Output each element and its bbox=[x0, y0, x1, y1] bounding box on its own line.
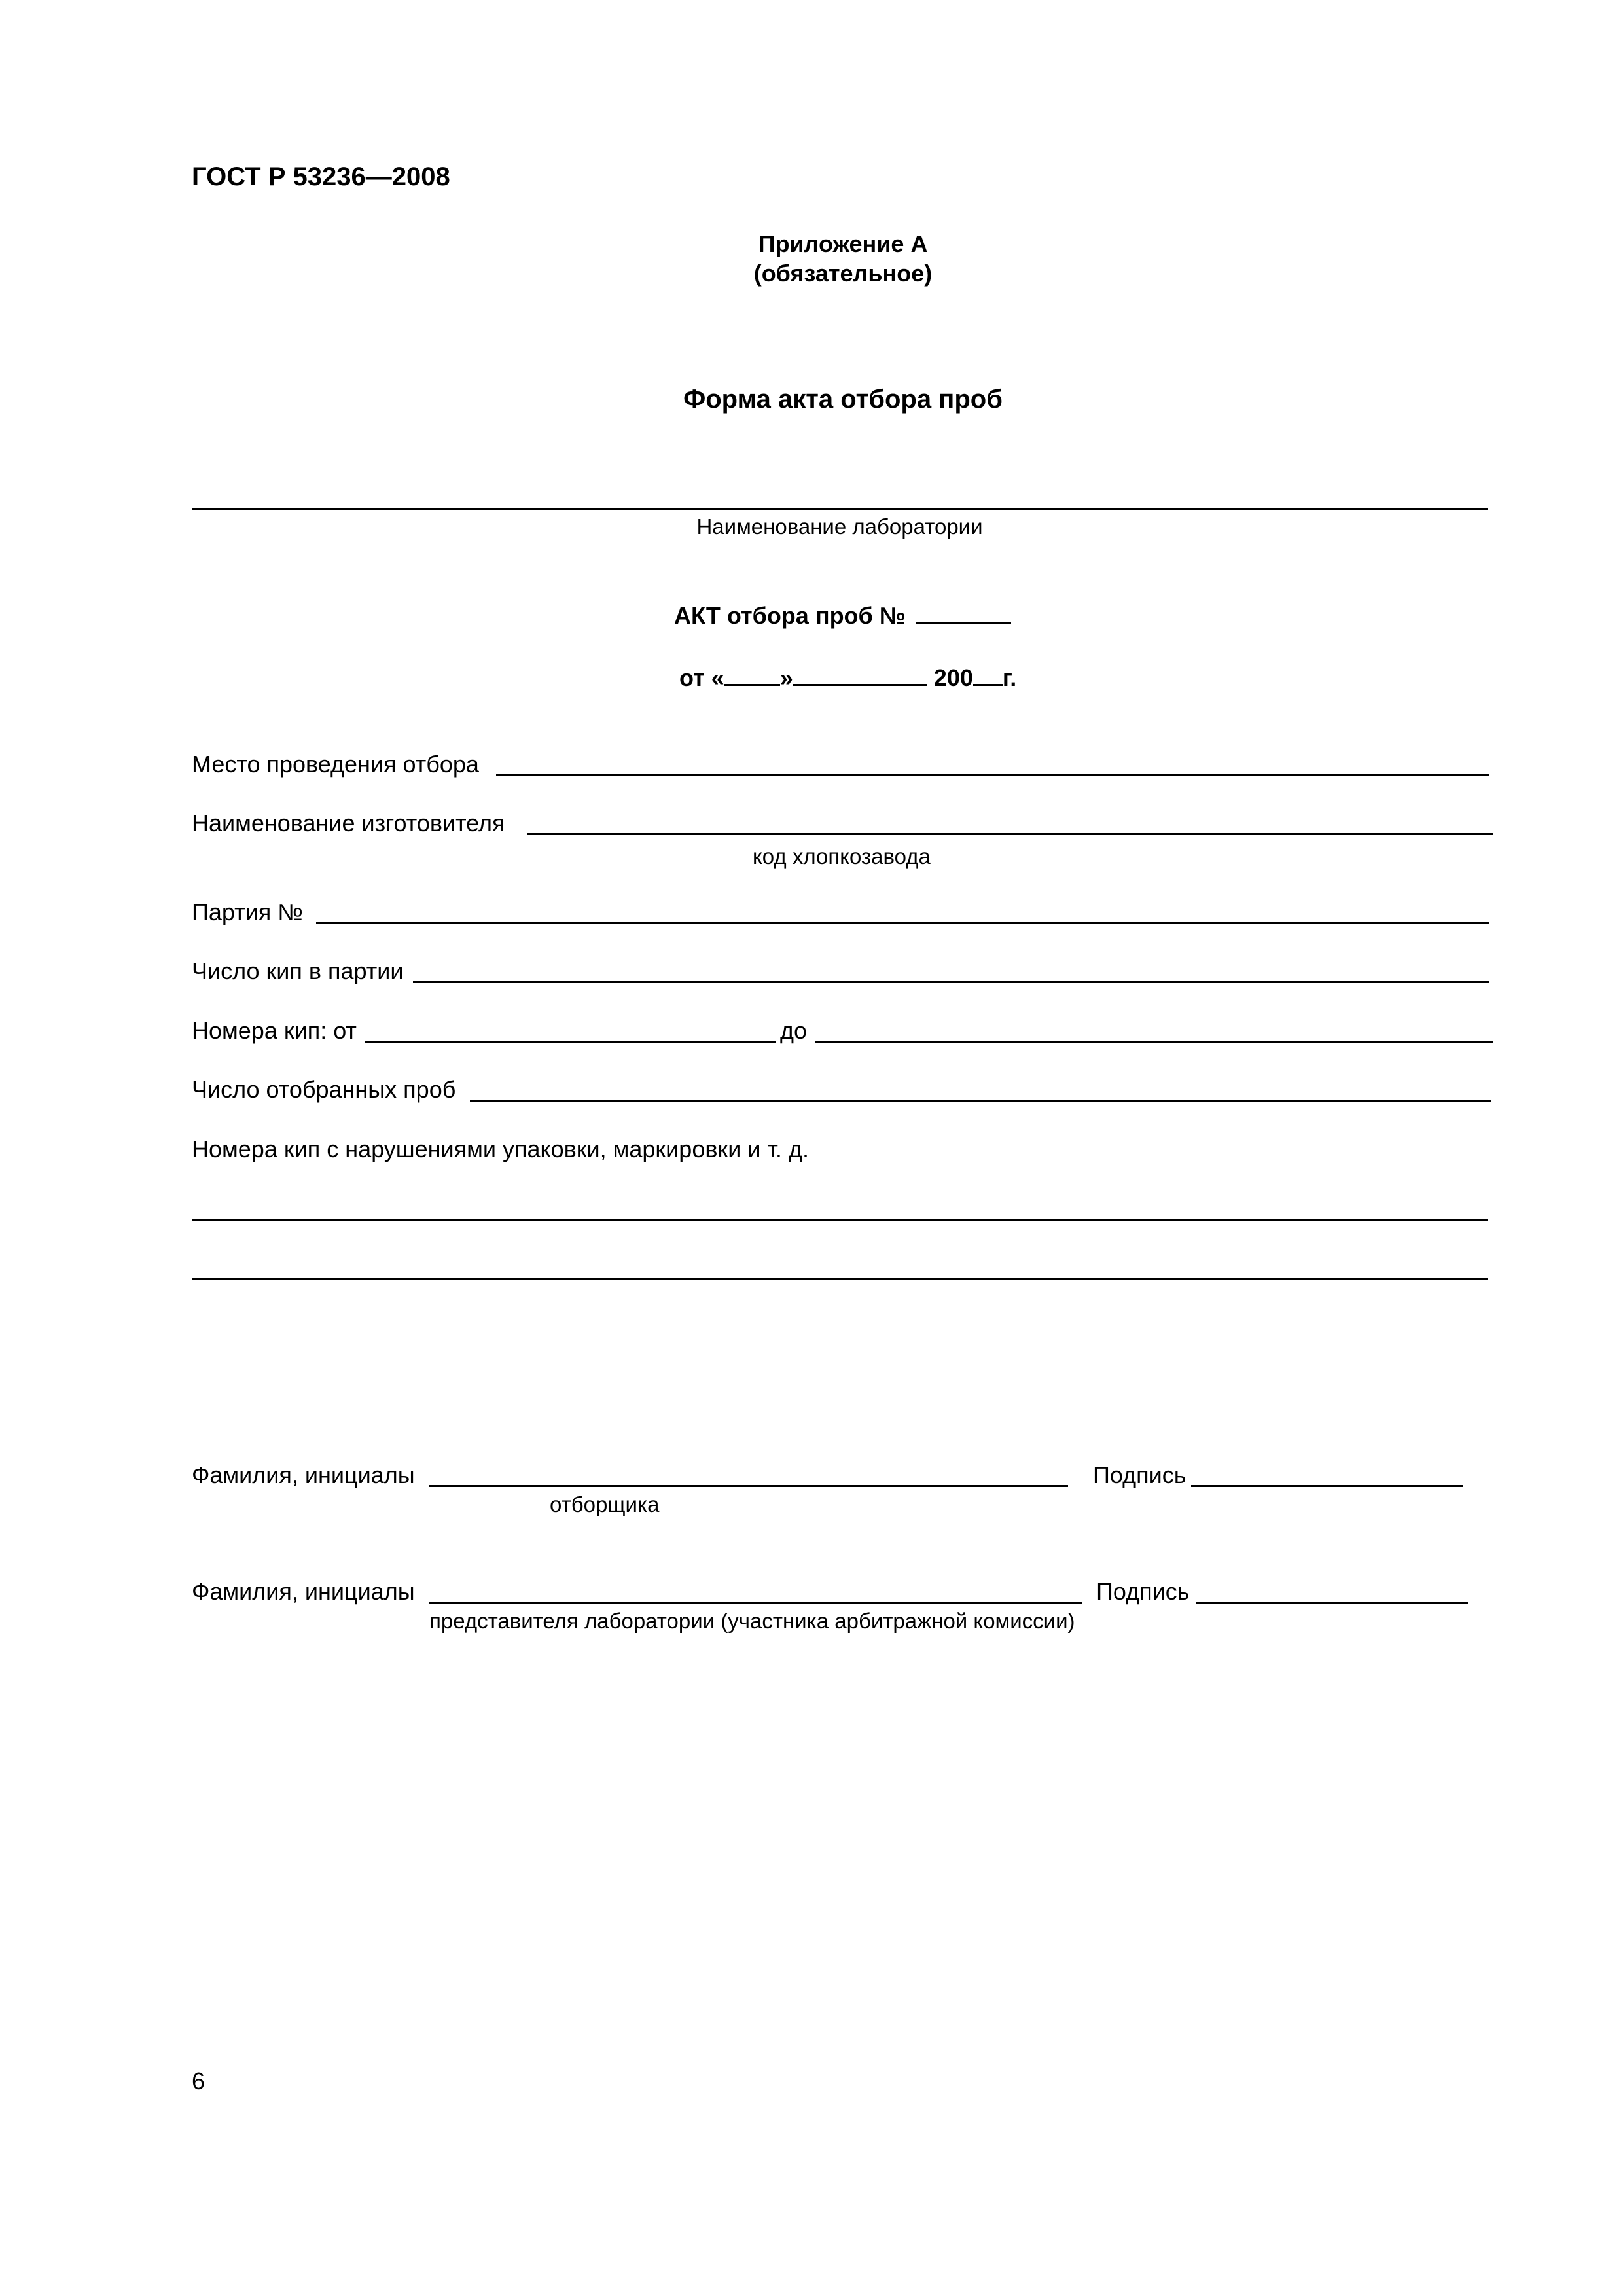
lab-name-line[interactable] bbox=[192, 508, 1488, 510]
act-number-label: АКТ отбора проб № bbox=[674, 602, 906, 629]
date-month-field[interactable] bbox=[793, 664, 927, 686]
sampler-name-field[interactable] bbox=[429, 1485, 1068, 1487]
bales-count-label: Число кип в партии bbox=[192, 958, 404, 984]
act-number bbox=[674, 602, 1011, 628]
manufacturer-label: Наименование изготовителя bbox=[192, 810, 505, 836]
lab-rep-sign-label: Подпись bbox=[1096, 1578, 1190, 1605]
page-number: 6 bbox=[192, 2068, 205, 2094]
batch-label: Партия № bbox=[192, 899, 303, 925]
lab-rep-name-label: Фамилия, инициалы bbox=[192, 1578, 415, 1605]
lab-name-caption: Наименование лаборатории bbox=[696, 514, 983, 539]
sampler-name-label: Фамилия, инициалы bbox=[192, 1462, 415, 1488]
bales-from-label: Номера кип: от bbox=[192, 1017, 357, 1044]
date-year-prefix: 200 bbox=[933, 664, 973, 691]
lab-rep-name-field[interactable] bbox=[429, 1602, 1082, 1604]
form-title: Форма акта отбора проб bbox=[683, 385, 1003, 414]
standard-designation: ГОСТ Р 53236—2008 bbox=[192, 162, 450, 191]
lab-rep-caption: представителя лаборатории (участника арбитражной комиссии) bbox=[429, 1609, 1075, 1633]
act-number-field[interactable] bbox=[916, 602, 1011, 624]
bales-count-field[interactable] bbox=[413, 981, 1489, 983]
samples-count-field[interactable] bbox=[470, 1100, 1491, 1102]
date-year-field[interactable] bbox=[973, 664, 1003, 686]
appendix-title: Приложение А bbox=[758, 230, 928, 257]
violations-label: Номера кип с нарушениями упаковки, маркировки и т. д. bbox=[192, 1136, 809, 1162]
date-close-quote: » bbox=[779, 664, 793, 691]
batch-field[interactable] bbox=[316, 922, 1489, 924]
date-open-quote: от « bbox=[679, 664, 724, 691]
sampler-sign-field[interactable] bbox=[1191, 1485, 1463, 1487]
bales-from-field[interactable] bbox=[365, 1041, 776, 1043]
appendix-note: (обязательное) bbox=[753, 260, 933, 287]
violations-line-2[interactable] bbox=[192, 1278, 1488, 1280]
place-field[interactable] bbox=[496, 774, 1489, 776]
manufacturer-field[interactable] bbox=[527, 833, 1493, 835]
manufacturer-caption: код хлопкозавода bbox=[753, 844, 931, 869]
bales-to-label: до bbox=[780, 1017, 808, 1044]
lab-rep-sign-field[interactable] bbox=[1196, 1602, 1468, 1604]
samples-count-label: Число отобранных проб bbox=[192, 1076, 456, 1103]
date-year-suffix: г. bbox=[1002, 664, 1017, 691]
sampler-caption: отборщика bbox=[550, 1492, 660, 1516]
violations-line-1[interactable] bbox=[192, 1219, 1488, 1221]
act-date bbox=[679, 664, 1016, 690]
place-label: Место проведения отбора bbox=[192, 751, 479, 778]
date-day-field[interactable] bbox=[724, 664, 780, 686]
bales-to-field[interactable] bbox=[815, 1041, 1493, 1043]
sampler-sign-label: Подпись bbox=[1093, 1462, 1186, 1488]
